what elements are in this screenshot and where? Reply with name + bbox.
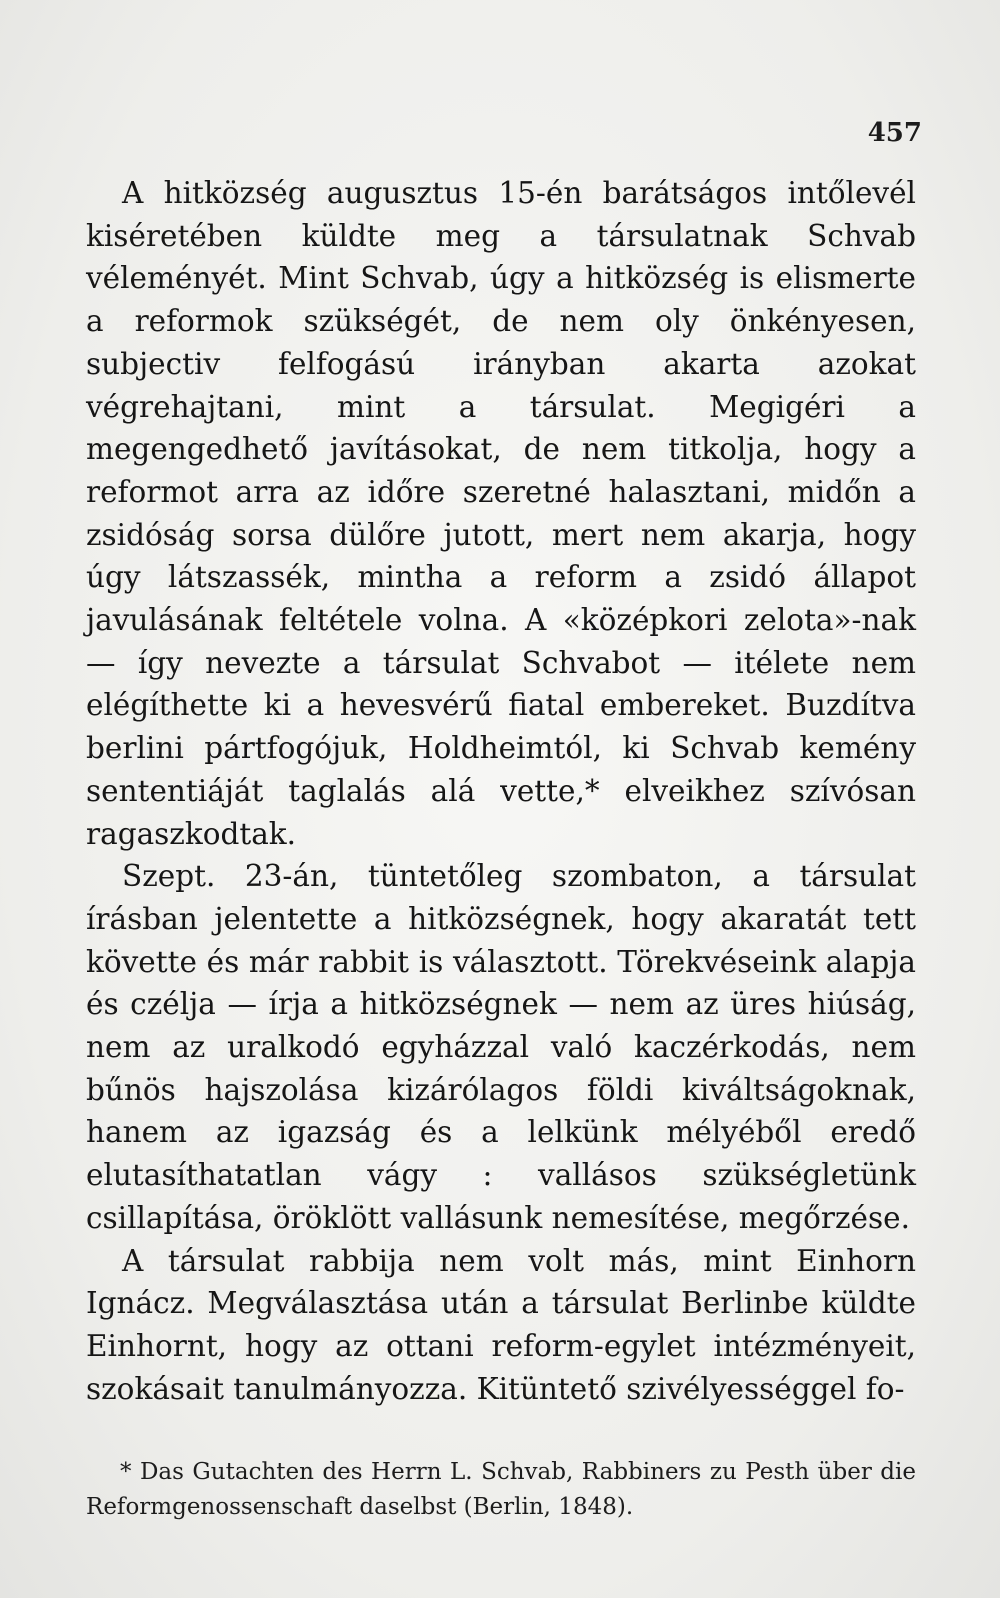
paragraph-1: A hitközség augusztus 15-én barátságos intőlevél kiséretében küldte meg a társulatnak Schvab véleményét. Mint Schvab, úgy a hitközség is elismerte a reformok szükségét, de nem oly önkényesen, subjectiv felfogású irányban akarta azokat végrehajtani, mint a társulat. Megigéri a megengedhető javításokat, de nem titkolja, hogy a reformot arra az időre szeretné halasztani, midőn a zsidóság sorsa dülőre jutott, mert nem akarja, hogy úgy látszassék, mintha a reform a zsidó állapot javulásának feltétele volna. A «középkori zelota»-nak — így nevezte a társulat Schvabot — itélete nem elégíthette ki a hevesvérű fiatal embereket. Buzdítva berlini pártfogójuk, Holdheimtól, ki Schvab kemény sententiáját taglalás alá vette,* elveikhez szívósan ragaszkodtak.: [86, 176, 916, 851]
footnote-text: * Das Gutachten des Herrn L. Schvab, Rabbiners zu Pesth über die Reformgenossenschaft daselbst (Berlin, 1848).: [86, 1459, 916, 1520]
page-number: 457: [867, 118, 922, 148]
main-text: [86, 172, 916, 1410]
footnote: [86, 1455, 916, 1525]
paragraph-2: Szept. 23-án, tüntetőleg szombaton, a társulat írásban jelentette a hitközségnek, hogy akaratát tett követte és már rabbit is választott. Törekvéseink alapja és czélja — írja a hitközségnek — nem az üres hiúság, nem az uralkodó egyházzal való kaczérkodás, nem bűnös hajszolása kizárólagos földi kiváltságoknak, hanem az igazság és a lelkünk mélyéből eredő elutasíthatatlan vágy : vallásos szükségletünk csillapítása, öröklött vallásunk nemesítése, megőrzése.: [86, 859, 916, 1235]
paragraph-3: A társulat rabbija nem volt más, mint Einhorn Ignácz. Megválasztása után a társulat Berlinbe küldte Einhornt, hogy az ottani reform-egylet intézményeit, szokásait tanulmányozza. Kitüntető szivélyességgel fo-: [86, 1243, 916, 1406]
